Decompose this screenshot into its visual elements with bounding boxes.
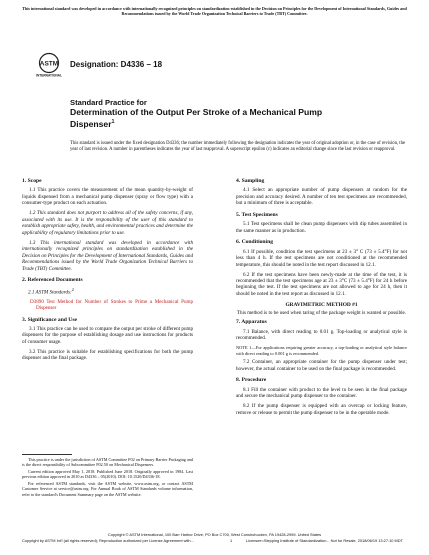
app-7-1: 7.1 Balance, with direct reading to 0.01 g. Top-loading or analytical style is recommended. [236,328,407,342]
specimens-heading: 5. Test Specimens [236,211,278,218]
scope-1-3: 1.3 This international standard was developed in accordance with internationally recognized principles on standardization established in the Decision on Principles for the Development of International Standards, Guides and Recommendations issued by the World Trade Organization Technical Barriers to Trade (TBT) Committee. [22,239,193,272]
gravimetric-subtitle: This method is to be used when taring of the package weight is wanted or possible. [236,309,407,316]
page-number: 1 [230,538,233,543]
conditioning-heading: 6. Conditioning [236,239,273,246]
apparatus-heading: 7. Apparatus [236,319,267,326]
left-column [22,178,193,367]
section-referenced-documents [22,277,193,312]
banner-notice: This international standard was developed in accordance with internationally recognized principles on standardization established in the Decision on Principles for the Development of International Standards, Guides and Recommendations issued by the World Trade Organization Technical Barriers to Trade (TBT) Committee. [22,6,407,17]
sig-3-2: 3.2 This practice is suitable for establishing specifications for both the pump dispenser and the final package. [22,348,193,362]
section-apparatus [236,319,407,372]
refdocs-2-1: 2.1 ASTM Standards:$^2$ [28,286,74,296]
section-test-specimens [236,212,407,234]
title-prefix: Standard Practice for [70,98,147,107]
page-footer [22,532,407,543]
astm-logo-icon [36,52,62,78]
sig-3-1: 3.1 This practice can be used to compare the output per stroke of different pump dispensers for the purpose of establishing dosage and use instructions for products of consumer usage. [22,326,193,345]
license-left: Copyright by ASTM Int'l (all rights reserved); Reproduction authorized per License Agreement with... [22,538,194,543]
document-title [70,107,360,130]
footnote-2: For referenced ASTM standards, visit the ASTM website, www.astm.org, or contact ASTM Customer Service at service@astm.org. For Annual Book of ASTM Standards volume information, refer to the standard's Document Summary page on the ASTM website. [22,481,193,497]
procedure-heading: 8. Procedure [236,377,267,384]
cond-6-1: 6.1 If possible, condition the test specimens at 23 ± 3° C (73 ± 5.4°F) for not less than 4 h. If the test specimens are not conditioned at the recommended temperature, this should be noted in the test report discussed in 12.1. [236,248,407,268]
refdocs-heading: 2. Referenced Documents [22,277,83,284]
footnotes [22,457,193,499]
refdocs-link-code: D3890 [30,298,44,305]
section-procedure [236,377,407,416]
scope-heading: 1. Scope [22,178,42,184]
logo-caption: INTERNATIONAL [36,73,62,78]
scope-1-2: 1.2 This standard does not purport to address all of the safety concerns, if any, associated with its use. It is the responsibility of the user of this standard to establish appropriate safety, health, and environmental practices and determine the applicability of regulatory limitations prior to use. [22,210,193,236]
section-conditioning [236,239,407,297]
refdocs-item-d3890[interactable] [22,299,193,312]
section-scope [22,178,193,272]
designation: Designation: D4336 – 18 [70,60,163,69]
spec-5-1: 5.1 Test specimens shall be clean pump dispensers with dip tubes assembled in the same manner as in production. [236,221,407,234]
proc-8-2: 8.2 If the pump dispenser is equipped with an overcap or locking feature, remove or release to permit the pump dispenser to be in the operable mode. [236,403,407,416]
copyright-line: Copyright © ASTM International, 100 Barr Harbor Drive, PO Box C700, West Conshohocken, PA 19428-2959. United States [107,532,322,537]
samp-4-1: 4.1 Select an appropriate number of pump dispensers at random for the precision and accuracy desired. A number of ten test specimens are recommended, but a minimum of three is acceptable. [236,187,407,207]
footnote-1: This practice is under the jurisdiction of ASTM Committee F02 on Primary Barrier Packaging and is the direct responsibility of Subcommittee F02.50 on Mechanical Dispensers. [22,457,193,468]
section-significance [22,317,193,362]
cond-6-2: 6.2 If the test specimens have been newly-made at the time of the test, it is recommended that the test specimens age at 23 ± 3°C (73 ± 5.4°F) for 24 h before beginning the test. If the test specimens are not allowed to age for 24 h, then it should be noted in the test report as discussed in 12.1. [236,271,407,297]
license-right: Licensee=Stepping Institute of Standardization... Not for Resale, 2018/06/19 13:27:10 MDT [246,538,403,543]
refdocs-link-title: Test Method for Number of Strokes to Prime a Mechanical Pump Dispenser [36,298,194,312]
title-footnote-mark: 1 [111,119,115,126]
svg-text:ASTM: ASTM [39,60,59,68]
footnote-1b: Current edition approved May 1, 2018. Published June 2018. Originally approved in 1984. Last previous edition approved in 2010 as D4336 – 05(2010). DOI: 10.1520/D4336-18. [22,469,193,480]
scope-1-1: 1.1 This practice covers the measurement of the mean quantity-by-weight of liquids dispensed from a mechanical pump dispenser (spray or flow type) with a consumer-type product on each actuation. [22,187,193,207]
section-sampling [236,178,407,207]
footnote-rule [22,454,72,455]
right-column [236,178,407,421]
gravimetric-heading: GRAVIMETRIC METHOD #1 [285,302,358,309]
significance-heading: 3. Significance and Use [22,316,78,323]
app-7-2: 7.2 Container, an appropriate container for the pump dispenser under test; however, the actual container to be used on the final package is recommended. [236,359,407,372]
standard-note: This standard is issued under the fixed designation D4336; the number immediately following the designation indicates the year of original adoption or, in the case of revision, the year of last revision. A number in parentheses indicates the year of last reapproval. A superscript epsilon (ε) indicates an editorial change since the last revision or reapproval. [70,141,406,153]
note-1: NOTE 1—For applications requiring greater accuracy, a top-loading or analytical style balance with direct reading to 0.001 g is recommended. [236,345,407,356]
title-text: Determination of the Output Per Stroke of a Mechanical Pump Dispenser [70,107,323,130]
sampling-heading: 4. Sampling [236,178,265,184]
proc-8-1: 8.1 Fill the container with product to the level to be seen in the final package and secure the mechanical pump dispenser to the container. [236,386,407,400]
